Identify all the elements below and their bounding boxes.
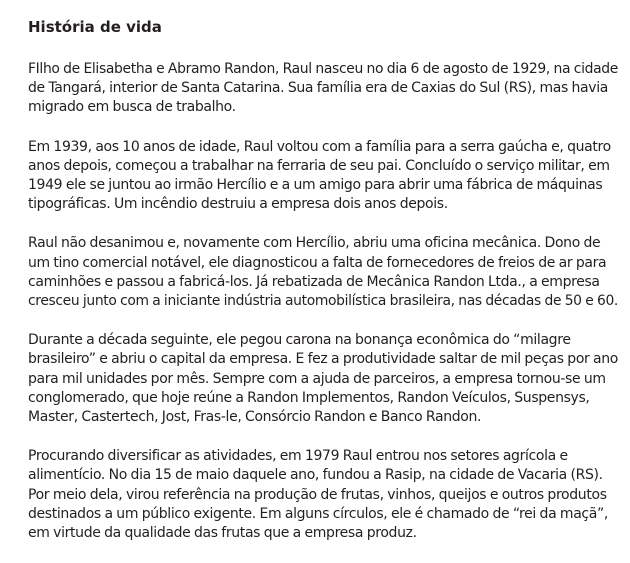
text-line: destinados a um público exigente. Em alguns círculos, ele é chamado de “rei da maçã”, (28, 505, 609, 522)
page-title: História de vida (28, 18, 162, 36)
text-line: para mil unidades por mês. Sempre com a ajuda de parceiros, a empresa tornou-se um (28, 370, 606, 387)
text-line: Master, Castertech, Jost, Fras-le, Consórcio Randon e Banco Randon. (28, 409, 482, 426)
text-line: de Tangará, interior de Santa Catarina. Sua família era de Caxias do Sul (RS), mas havia (28, 80, 608, 97)
text-line: conglomerado, que hoje reúne a Randon Implementos, Randon Veículos, Suspensys, (28, 389, 590, 406)
paragraph-diversification (28, 447, 618, 543)
text-line: Procurando diversificar as atividades, em 1979 Raul entrou nos setores agrícola e (28, 448, 568, 465)
paragraph-workshop (28, 234, 618, 311)
text-line: brasileiro” e abriu o capital da empresa. E fez a produtividade saltar de mil peças por ano (28, 351, 618, 368)
text-line: migrado em busca de trabalho. (28, 99, 236, 116)
text-line: cresceu junto com a iniciante indústria automobilística brasileira, nas décadas de 50 e 60. (28, 293, 618, 310)
text-line: tipográficas. Um incêndio destruiu a empresa dois anos depois. (28, 196, 448, 213)
text-line: caminhões e passou a fabricá-los. Já rebatizada de Mecânica Randon Ltda., a empresa (28, 273, 600, 290)
text-line: Raul não desanimou e, novamente com Hercílio, abriu uma oficina mecânica. Dono de (28, 235, 601, 252)
text-line: anos depois, começou a trabalhar na ferraria de seu pai. Concluído o serviço militar, em (28, 157, 610, 174)
paragraph-youth (28, 138, 618, 215)
paragraph-birth (28, 60, 618, 118)
text-line: 1949 ele se juntou ao irmão Hercílio e a um amigo para abrir uma fábrica de máquinas (28, 177, 603, 194)
document-page (28, 17, 618, 563)
text-line: Em 1939, aos 10 anos de idade, Raul voltou com a família para a serra gaúcha e, quatro (28, 138, 611, 155)
text-line: Por meio dela, virou referência na produção de frutas, vinhos, queijos e outros produtos (28, 486, 607, 503)
text-line: em virtude da qualidade das frutas que a empresa produz. (28, 525, 417, 542)
text-line: FIlho de Elisabetha e Abramo Randon, Raul nasceu no dia 6 de agosto de 1929, na cidade (28, 61, 618, 77)
text-line: alimentício. No dia 15 de maio daquele ano, fundou a Rasip, na cidade de Vacaria (RS). (28, 467, 603, 484)
text-line: um tino comercial notável, ele diagnosticou a falta de fornecedores de freios de ar para (28, 254, 607, 271)
paragraph-growth (28, 331, 618, 427)
text-line: Durante a década seguinte, ele pegou carona na bonança econômica do “milagre (28, 332, 571, 349)
